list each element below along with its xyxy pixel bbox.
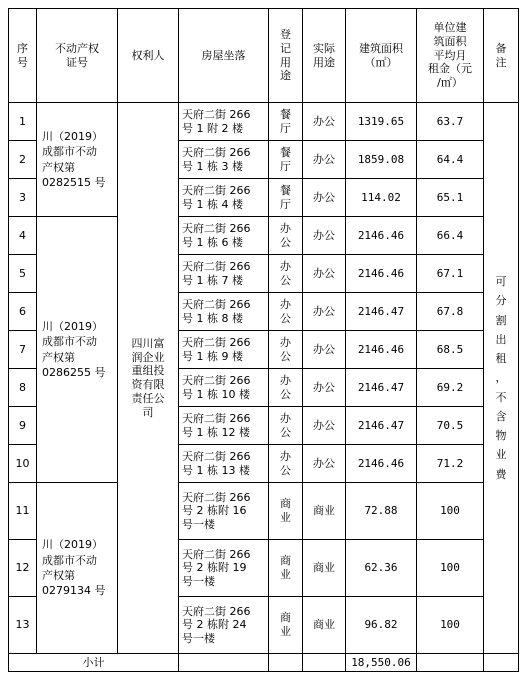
cell-reg-use: 办 公 [269,369,303,407]
cell-seq: 9 [9,407,37,445]
cell-actual-use: 办公 [303,407,346,445]
cell-rent: 69.2 [417,369,484,407]
cell-actual-use: 商业 [303,597,346,654]
subtotal-row [9,654,519,672]
header-rent: 单位建 筑面积 平均月 租金（元 /㎡） [417,9,484,103]
cell-area: 1319.65 [346,103,417,141]
cell-actual-use: 商业 [303,540,346,597]
cell-rent: 100 [417,483,484,540]
subtotal-empty-rent [417,654,484,672]
cell-address: 天府二街 266 号 1 栋 8 楼 [179,293,269,331]
cell-area: 72.88 [346,483,417,540]
cell-address: 天府二街 266 号 2 栋附 16 号一楼 [179,483,269,540]
cell-seq: 10 [9,445,37,483]
header-area: 建筑面积 （㎡） [346,9,417,103]
cell-reg-use: 餐 厅 [269,103,303,141]
cell-rent: 68.5 [417,331,484,369]
cell-area: 2146.46 [346,217,417,255]
cell-reg-use: 办 公 [269,217,303,255]
cell-actual-use: 办公 [303,217,346,255]
cell-actual-use: 办公 [303,293,346,331]
header-reg-use: 登 记 用 途 [269,9,303,103]
cell-rent: 70.5 [417,407,484,445]
cell-reg-use: 商 业 [269,540,303,597]
cell-reg-use: 餐 厅 [269,141,303,179]
cell-rent: 65.1 [417,179,484,217]
cell-rent: 100 [417,597,484,654]
cell-seq: 5 [9,255,37,293]
cell-address: 天府二街 266 号 1 栋 6 楼 [179,217,269,255]
cell-rent: 66.4 [417,217,484,255]
cell-seq: 1 [9,103,37,141]
cell-cert-group-1: 川（2019） 成都市不动 产权第 0282515 号 [37,103,118,217]
cell-rent: 100 [417,540,484,597]
cell-area: 114.02 [346,179,417,217]
table-row [9,217,519,255]
cell-actual-use: 商业 [303,483,346,540]
cell-address: 天府二街 266 号 1 栋 7 楼 [179,255,269,293]
cell-area: 1859.08 [346,141,417,179]
cell-area: 2146.47 [346,293,417,331]
cell-reg-use: 商 业 [269,483,303,540]
property-rental-table [8,8,519,672]
cell-area: 96.82 [346,597,417,654]
cell-actual-use: 办公 [303,331,346,369]
cell-rent: 64.4 [417,141,484,179]
cell-address: 天府二街 266 号 1 栋 3 楼 [179,141,269,179]
header-row [9,9,519,103]
cell-seq: 8 [9,369,37,407]
cell-note: 可 分 割 出 租 ， 不 含 物 业 费 [484,103,519,654]
cell-reg-use: 办 公 [269,255,303,293]
cell-seq: 11 [9,483,37,540]
cell-actual-use: 办公 [303,141,346,179]
cell-owner: 四川富 润企业 重组投 资有限 责任公 司 [118,103,179,654]
subtotal-area: 18,550.06 [346,654,417,672]
cell-cert-group-2: 川（2019） 成都市不动 产权第 0286255 号 [37,217,118,483]
cell-reg-use: 办 公 [269,293,303,331]
table-row [9,103,519,141]
cell-area: 2146.46 [346,445,417,483]
subtotal-empty-actual-use [303,654,346,672]
cell-area: 2146.47 [346,369,417,407]
cell-seq: 4 [9,217,37,255]
subtotal-label: 小计 [9,654,179,672]
cell-reg-use: 办 公 [269,331,303,369]
cell-actual-use: 办公 [303,255,346,293]
header-note: 备 注 [484,9,519,103]
subtotal-empty-note [484,654,519,672]
header-actual-use: 实际 用途 [303,9,346,103]
table-row [9,483,519,540]
cell-reg-use: 办 公 [269,407,303,445]
cell-address: 天府二街 266 号 1 栋 4 楼 [179,179,269,217]
header-owner: 权利人 [118,9,179,103]
cell-area: 2146.46 [346,331,417,369]
cell-address: 天府二街 266 号 2 栋附 24 号一楼 [179,597,269,654]
cell-seq: 12 [9,540,37,597]
subtotal-empty-address [179,654,269,672]
cell-address: 天府二街 266 号 1 栋 10 楼 [179,369,269,407]
cell-rent: 67.1 [417,255,484,293]
cell-seq: 13 [9,597,37,654]
cell-rent: 63.7 [417,103,484,141]
cell-seq: 2 [9,141,37,179]
header-address: 房屋坐落 [179,9,269,103]
cell-actual-use: 办公 [303,179,346,217]
cell-rent: 71.2 [417,445,484,483]
cell-address: 天府二街 266 号 1 栋 9 楼 [179,331,269,369]
cell-rent: 67.8 [417,293,484,331]
header-cert: 不动产权 证号 [37,9,118,103]
cell-cert-group-3: 川（2019） 成都市不动 产权第 0279134 号 [37,483,118,654]
subtotal-empty-reg-use [269,654,303,672]
cell-seq: 7 [9,331,37,369]
cell-reg-use: 餐 厅 [269,179,303,217]
cell-address: 天府二街 266 号 1 附 2 楼 [179,103,269,141]
cell-area: 2146.47 [346,407,417,445]
cell-actual-use: 办公 [303,103,346,141]
cell-address: 天府二街 266 号 2 栋附 19 号一楼 [179,540,269,597]
cell-actual-use: 办公 [303,445,346,483]
header-seq: 序 号 [9,9,37,103]
cell-address: 天府二街 266 号 1 栋 13 楼 [179,445,269,483]
cell-reg-use: 办 公 [269,445,303,483]
cell-seq: 3 [9,179,37,217]
cell-area: 2146.46 [346,255,417,293]
cell-actual-use: 办公 [303,369,346,407]
cell-area: 62.36 [346,540,417,597]
cell-seq: 6 [9,293,37,331]
cell-reg-use: 商 业 [269,597,303,654]
cell-address: 天府二街 266 号 1 栋 12 楼 [179,407,269,445]
